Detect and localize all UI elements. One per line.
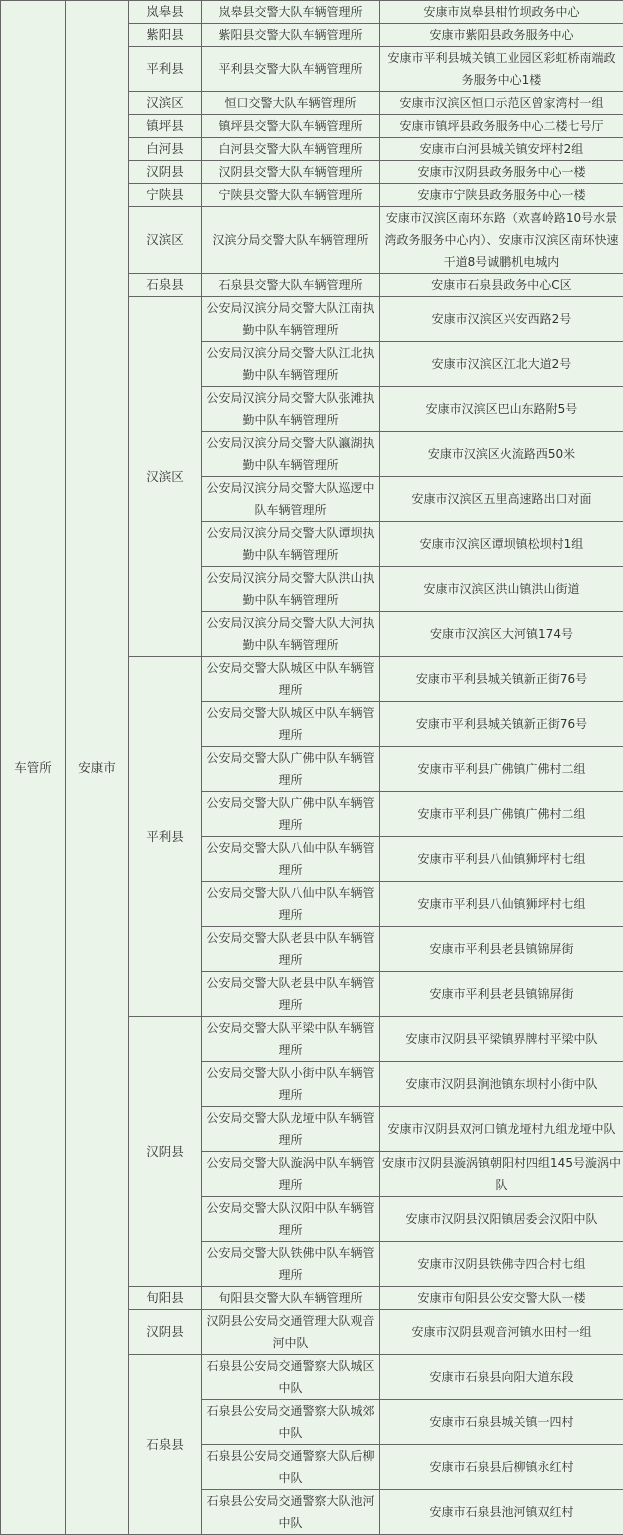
office-name-cell: 公安局交警大队老县中队车辆管理所 [202, 927, 380, 972]
address-cell: 安康市平利县广佛镇广佛村二组 [380, 792, 623, 837]
county-cell: 汉滨区 [129, 92, 202, 115]
table-body [1, 1, 623, 1535]
office-name-cell: 公安局交警大队八仙中队车辆管理所 [202, 882, 380, 927]
address-cell: 安康市旬阳县公安交警大队一楼 [380, 1287, 623, 1310]
address-cell: 安康市汉阴县漩涡镇朝阳村四组145号漩涡中队 [380, 1152, 623, 1197]
address-cell: 安康市汉阴县观音河镇水田村一组 [380, 1310, 623, 1355]
address-cell: 安康市平利县八仙镇狮坪村七组 [380, 882, 623, 927]
address-cell: 安康市汉滨区江北大道2号 [380, 342, 623, 387]
office-name-cell: 汉阴县交警大队车辆管理所 [202, 161, 380, 184]
office-name-cell: 镇坪县交警大队车辆管理所 [202, 115, 380, 138]
address-cell: 安康市平利县老县镇锦屏街 [380, 927, 623, 972]
address-cell: 安康市汉滨区南环东路（欢喜岭路10号水景湾政务服务中心内）、安康市汉滨区南环快速干道8号诚鹏机电城内 [380, 207, 623, 274]
office-name-cell: 公安局汉滨分局交警大队江南执勤中队车辆管理所 [202, 297, 380, 342]
address-cell: 安康市汉阴县政务服务中心一楼 [380, 161, 623, 184]
address-cell: 安康市平利县城关镇工业园区彩虹桥南端政务服务中心1楼 [380, 47, 623, 92]
address-cell: 安康市石泉县城关镇一四村 [380, 1400, 623, 1445]
office-name-cell: 石泉县交警大队车辆管理所 [202, 274, 380, 297]
address-cell: 安康市汉阴县汉阳镇居委会汉阳中队 [380, 1197, 623, 1242]
address-cell: 安康市岚皋县柑竹坝政务中心 [380, 1, 623, 24]
office-name-cell: 石泉县公安局交通警察大队后柳中队 [202, 1445, 380, 1490]
county-cell: 宁陕县 [129, 184, 202, 207]
county-cell: 汉阴县 [129, 1310, 202, 1355]
county-cell: 紫阳县 [129, 24, 202, 47]
address-cell: 安康市宁陕县政务服务中心一楼 [380, 184, 623, 207]
county-cell: 镇坪县 [129, 115, 202, 138]
office-name-cell: 紫阳县交警大队车辆管理所 [202, 24, 380, 47]
address-cell: 安康市汉阴县平梁镇界牌村平梁中队 [380, 1017, 623, 1062]
county-cell: 汉滨区 [129, 297, 202, 657]
office-name-cell: 公安局汉滨分局交警大队张滩执勤中队车辆管理所 [202, 387, 380, 432]
address-cell: 安康市汉阴县涧池镇东坝村小街中队 [380, 1062, 623, 1107]
office-name-cell: 公安局交警大队广佛中队车辆管理所 [202, 792, 380, 837]
office-name-cell: 公安局交警大队城区中队车辆管理所 [202, 657, 380, 702]
county-cell: 石泉县 [129, 1355, 202, 1535]
address-cell: 安康市平利县广佛镇广佛村二组 [380, 747, 623, 792]
office-name-cell: 公安局汉滨分局交警大队瀛湖执勤中队车辆管理所 [202, 432, 380, 477]
office-name-cell: 公安局交警大队汉阳中队车辆管理所 [202, 1197, 380, 1242]
office-name-cell: 恒口交警大队车辆管理所 [202, 92, 380, 115]
county-cell: 汉阴县 [129, 161, 202, 184]
address-cell: 安康市汉滨区兴安西路2号 [380, 297, 623, 342]
category-cell: 车管所 [1, 1, 66, 1535]
office-name-cell: 公安局汉滨分局交警大队洪山执勤中队车辆管理所 [202, 567, 380, 612]
county-cell: 平利县 [129, 657, 202, 1017]
address-cell: 安康市平利县八仙镇狮坪村七组 [380, 837, 623, 882]
address-cell: 安康市平利县城关镇新正街76号 [380, 657, 623, 702]
address-cell: 安康市平利县城关镇新正街76号 [380, 702, 623, 747]
address-cell: 安康市石泉县池河镇双红村 [380, 1490, 623, 1535]
address-cell: 安康市石泉县政务中心C区 [380, 274, 623, 297]
address-cell: 安康市汉滨区谭坝镇松坝村1组 [380, 522, 623, 567]
office-name-cell: 汉滨分局交警大队车辆管理所 [202, 207, 380, 274]
address-cell: 安康市汉滨区恒口示范区曾家湾村一组 [380, 92, 623, 115]
county-cell: 旬阳县 [129, 1287, 202, 1310]
office-name-cell: 公安局交警大队城区中队车辆管理所 [202, 702, 380, 747]
office-name-cell: 旬阳县交警大队车辆管理所 [202, 1287, 380, 1310]
office-name-cell: 石泉县公安局交通警察大队城区中队 [202, 1355, 380, 1400]
office-name-cell: 公安局汉滨分局交警大队谭坝执勤中队车辆管理所 [202, 522, 380, 567]
office-name-cell: 公安局汉滨分局交警大队巡逻中队车辆管理所 [202, 477, 380, 522]
office-name-cell: 岚皋县交警大队车辆管理所 [202, 1, 380, 24]
county-cell: 汉阴县 [129, 1017, 202, 1287]
address-cell: 安康市汉滨区大河镇174号 [380, 612, 623, 657]
address-cell: 安康市汉滨区火流路西50米 [380, 432, 623, 477]
county-cell: 平利县 [129, 47, 202, 92]
county-cell: 白河县 [129, 138, 202, 161]
address-cell: 安康市白河县城关镇安坪村2组 [380, 138, 623, 161]
address-cell: 安康市汉滨区五里高速路出口对面 [380, 477, 623, 522]
office-name-cell: 公安局交警大队小街中队车辆管理所 [202, 1062, 380, 1107]
county-cell: 汉滨区 [129, 207, 202, 274]
office-name-cell: 石泉县公安局交通警察大队池河中队 [202, 1490, 380, 1535]
office-name-cell: 宁陕县交警大队车辆管理所 [202, 184, 380, 207]
address-cell: 安康市石泉县向阳大道东段 [380, 1355, 623, 1400]
address-cell: 安康市紫阳县政务服务中心 [380, 24, 623, 47]
city-cell: 安康市 [66, 1, 129, 1535]
address-cell: 安康市石泉县后柳镇永红村 [380, 1445, 623, 1490]
table-row [1, 1, 623, 24]
office-name-cell: 公安局交警大队八仙中队车辆管理所 [202, 837, 380, 882]
office-name-cell: 公安局交警大队广佛中队车辆管理所 [202, 747, 380, 792]
office-name-cell: 公安局交警大队老县中队车辆管理所 [202, 972, 380, 1017]
address-cell: 安康市汉阴县铁佛寺四合村七组 [380, 1242, 623, 1287]
address-cell: 安康市汉滨区洪山镇洪山街道 [380, 567, 623, 612]
office-name-cell: 公安局交警大队龙垭中队车辆管理所 [202, 1107, 380, 1152]
address-cell: 安康市汉阴县双河口镇龙垭村九组龙垭中队 [380, 1107, 623, 1152]
office-name-cell: 白河县交警大队车辆管理所 [202, 138, 380, 161]
address-cell: 安康市平利县老县镇锦屏街 [380, 972, 623, 1017]
office-name-cell: 公安局汉滨分局交警大队江北执勤中队车辆管理所 [202, 342, 380, 387]
office-name-cell: 公安局交警大队铁佛中队车辆管理所 [202, 1242, 380, 1287]
county-cell: 石泉县 [129, 274, 202, 297]
office-name-cell: 汉阴县公安局交通管理大队观音河中队 [202, 1310, 380, 1355]
address-cell: 安康市镇坪县政务服务中心二楼七号厅 [380, 115, 623, 138]
office-name-cell: 公安局交警大队漩涡中队车辆管理所 [202, 1152, 380, 1197]
address-cell: 安康市汉滨区巴山东路附5号 [380, 387, 623, 432]
office-name-cell: 公安局汉滨分局交警大队大河执勤中队车辆管理所 [202, 612, 380, 657]
county-cell: 岚皋县 [129, 1, 202, 24]
office-name-cell: 平利县交警大队车辆管理所 [202, 47, 380, 92]
office-name-cell: 石泉县公安局交通警察大队城郊中队 [202, 1400, 380, 1445]
office-name-cell: 公安局交警大队平梁中队车辆管理所 [202, 1017, 380, 1062]
